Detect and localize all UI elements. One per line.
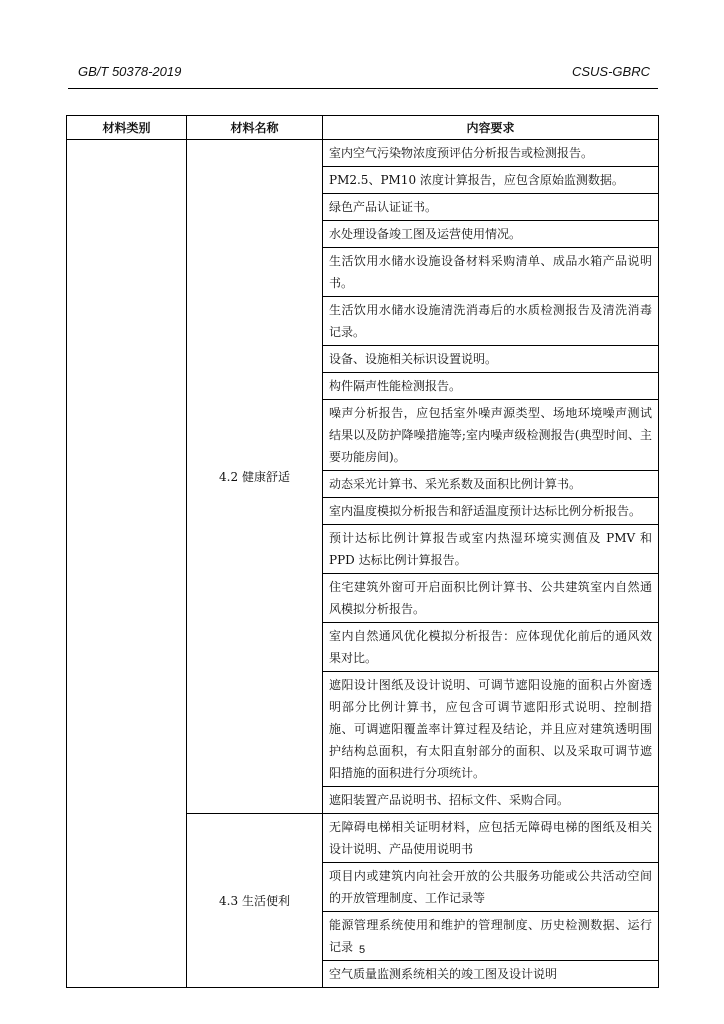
content-requirement-cell: 遮阳装置产品说明书、招标文件、采购合同。: [323, 787, 659, 814]
organization-code: CSUS-GBRC: [571, 64, 650, 79]
content-requirement-cell: 室内温度模拟分析报告和舒适温度预计达标比例分析报告。: [323, 498, 659, 525]
content-requirement-cell: 预计达标比例计算报告或室内热湿环境实测值及 PMV 和 PPD 达标比例计算报告。: [323, 525, 659, 574]
content-requirement-cell: PM2.5、PM10 浓度计算报告，应包含原始监测数据。: [323, 167, 659, 194]
content-requirement-cell: 设备、设施相关标识设置说明。: [323, 346, 659, 373]
material-name-cell: 4.3 生活便利: [187, 814, 323, 988]
materials-table: [66, 115, 659, 988]
page-number: 5: [358, 944, 366, 956]
header-content-requirement: 内容要求: [323, 116, 659, 140]
content-requirement-cell: 空气质量监测系统相关的竣工图及设计说明: [323, 961, 659, 988]
material-category-cell: [67, 140, 187, 988]
content-requirement-cell: 生活饮用水储水设施设备材料采购清单、成品水箱产品说明书。: [323, 248, 659, 297]
content-requirement-cell: 生活饮用水储水设施清洗消毒后的水质检测报告及清洗消毒记录。: [323, 297, 659, 346]
content-requirement-cell: 住宅建筑外窗可开启面积比例计算书、公共建筑室内自然通风模拟分析报告。: [323, 574, 659, 623]
content-requirement-cell: 能源管理系统使用和维护的管理制度、历史检测数据、运行记录: [323, 912, 659, 961]
header-material-name: 材料名称: [187, 116, 323, 140]
table-body: [67, 140, 659, 988]
header-material-category: 材料类别: [67, 116, 187, 140]
content-requirement-cell: 无障碍电梯相关证明材料，应包括无障碍电梯的图纸及相关设计说明、产品使用说明书: [323, 814, 659, 863]
standard-code: GB/T 50378-2019: [78, 64, 182, 79]
content-requirement-cell: 绿色产品认证证书。: [323, 194, 659, 221]
content-requirement-cell: 项目内或建筑内向社会开放的公共服务功能或公共活动空间的开放管理制度、工作记录等: [323, 863, 659, 912]
content-requirement-cell: 构件隔声性能检测报告。: [323, 373, 659, 400]
content-requirement-cell: 动态采光计算书、采光系数及面积比例计算书。: [323, 471, 659, 498]
content-requirement-cell: 遮阳设计图纸及设计说明、可调节遮阳设施的面积占外窗透明部分比例计算书，应包含可调节遮阳形式说明、控制措施、可调遮阳覆盖率计算过程及结论，并且应对建筑透明围护结构总面积，有太阳直射部分的面积、以及采取可调节遮阳措施的面积进行分项统计。: [323, 672, 659, 787]
material-name-cell: 4.2 健康舒适: [187, 140, 323, 814]
table-row: [67, 140, 659, 167]
content-requirement-cell: 水处理设备竣工图及运营使用情况。: [323, 221, 659, 248]
content-requirement-cell: 噪声分析报告，应包括室外噪声源类型、场地环境噪声测试结果以及防护降噪措施等;室内噪声级检测报告(典型时间、主要功能房间)。: [323, 400, 659, 471]
content-requirement-cell: 室内空气污染物浓度预评估分析报告或检测报告。: [323, 140, 659, 167]
header-rule: [68, 88, 658, 89]
content-requirement-cell: 室内自然通风优化模拟分析报告：应体现优化前后的通风效果对比。: [323, 623, 659, 672]
table-header-row: [67, 116, 659, 140]
